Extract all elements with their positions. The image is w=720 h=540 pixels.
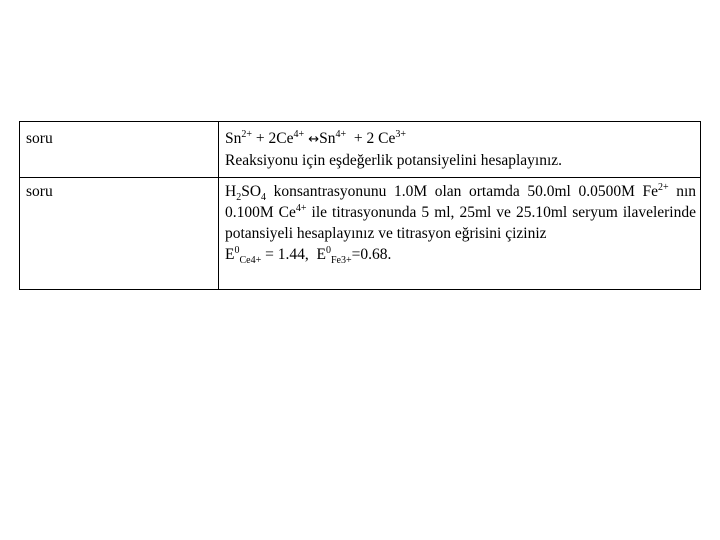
question-text: Reaksiyonu için eşdeğerlik potansiyelini hesaplayınız. [225, 152, 563, 169]
equilibrium-arrow-icon: ↔ [304, 132, 320, 147]
question-cell [219, 122, 701, 178]
table-row [20, 178, 701, 290]
table-row [20, 122, 701, 178]
question-text: $H_2SO_4$ konsantrasyonunu 1.0M olan ortamda 50.0ml 0.0500M $Fe^{2+}$ nın 0.100M $Ce^{4+}$ ile titrasyonunda 5 ml, 25ml ve 25.10ml seryum ilavelerinde potansiyeli hesaplayınız ve titrasyon eğrisini çiziniz [225, 182, 697, 242]
row-label: soru [20, 122, 219, 178]
standard-potentials: $E^0_{Ce4+} = 1.44$, $E^0_{Fe3+}=0.68$. [225, 245, 392, 266]
row-label: soru [20, 178, 219, 290]
question-table [19, 121, 701, 290]
question-cell [219, 178, 701, 290]
reaction-equation: $Sn^{2+} + 2Ce^{4+}$ $\leftrightarrow Sn^{4+} + 2$ $Ce^{3+}$ [225, 129, 407, 147]
